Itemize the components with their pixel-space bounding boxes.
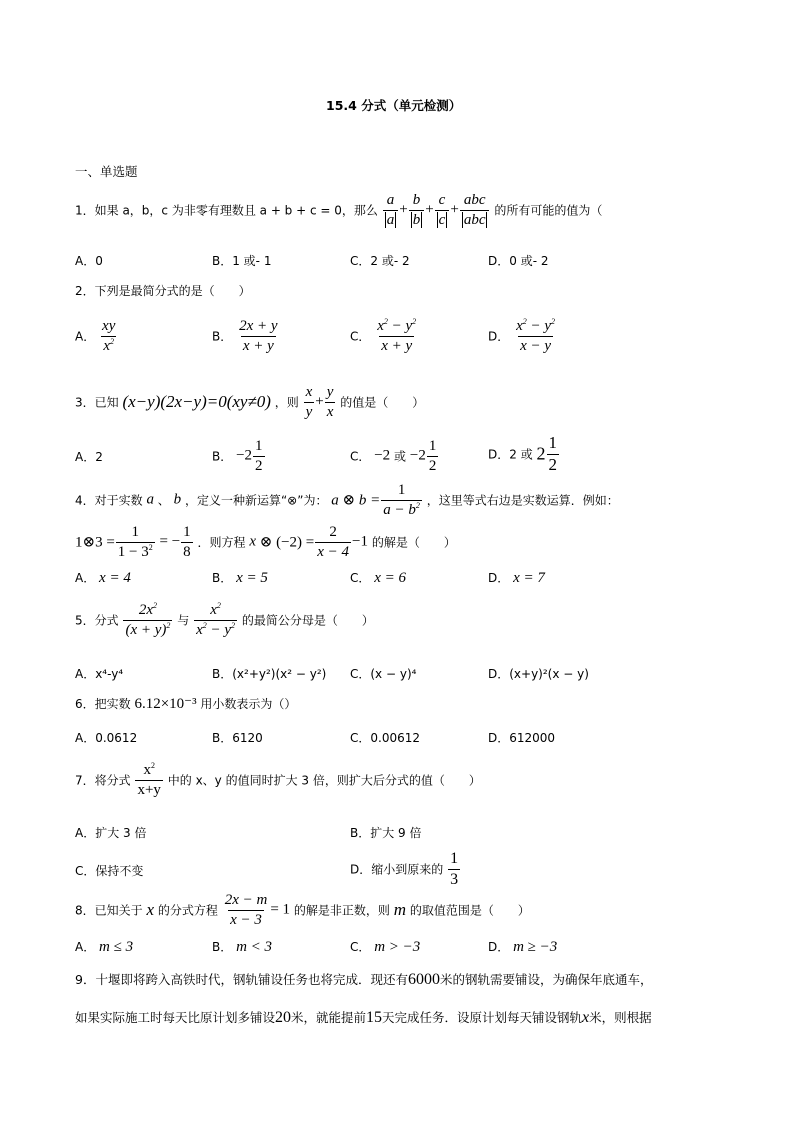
- q5-option-a[interactable]: A．x⁴-y⁴: [75, 667, 124, 681]
- q4-answer-c: x = 6: [374, 570, 406, 586]
- question-4: 4．对于实数 a 、 b ，定义一种新运算“⊗”为： a ⊗ b = $\frac{1}{a - b^2}$ ，这里等式右边是实数运算．例如：: [75, 482, 619, 518]
- q6-expression: 6.12×10⁻³: [134, 696, 197, 712]
- q7-stem-tail: 中的 x、y 的值同时扩大 3 倍，则扩大后分式的值（ ）: [167, 773, 481, 788]
- q9-number-15: 15: [366, 1009, 383, 1026]
- q6-option-a[interactable]: A．0.0612: [75, 731, 138, 745]
- q9-line1-tail: 米的钢轨需要铺设，为确保年底通车，: [439, 972, 653, 987]
- q9-line2-tail: 米，则根据: [589, 1010, 652, 1025]
- q8-answer-c: m > −3: [374, 939, 421, 955]
- q3-equation: (x−y)(2x−y)=0(xy≠0): [122, 392, 271, 411]
- q4-option-b[interactable]: [212, 569, 268, 587]
- q9-number-6000: 6000: [407, 971, 440, 988]
- q4-line2-tail: 的解是（ ）: [371, 535, 456, 550]
- question-4-line-2: 1⊗3 = $\frac{1}{1 - 3^2}$ = − $\frac{1}{8}$ ．则方程 x ⊗ (−2) = $\frac{2}{x - 4}$ −1 的解是（ ）: [75, 524, 456, 560]
- question-9-line-2: [75, 1008, 652, 1027]
- q5-option-b[interactable]: B．(x²+y²)(x² − y²): [212, 667, 327, 681]
- q3-option-c[interactable]: C． −2 或 −2 $\frac{1}{2}$: [350, 438, 437, 474]
- q1-option-c[interactable]: C．2 或- 2: [350, 254, 410, 268]
- q4-var-b: b: [173, 491, 182, 508]
- q3-option-a[interactable]: A．2: [75, 450, 103, 464]
- q4-label-b: B．: [212, 571, 233, 585]
- q8-answer-a: m ≤ 3: [99, 939, 134, 955]
- q8-answer-d: m ≥ −3: [513, 939, 558, 955]
- q6-stem-tail: 用小数表示为（）: [200, 697, 297, 711]
- q3-option-b[interactable]: B． −2 $\frac{1}{2}$: [212, 438, 263, 474]
- q6-option-b[interactable]: B．6120: [212, 731, 263, 745]
- question-3: 3．已知 (x−y)(2x−y)=0(xy≠0) ，则 $\frac{x}{y}$ + $\frac{y}{x}$ 的值是（ ）: [75, 384, 425, 420]
- q9-line1: 9．十堰即将跨入高铁时代，钢轨铺设任务也将完成．现还有: [75, 972, 408, 987]
- question-7: 7．将分式 $\frac{x^2}{x+y}$ 中的 x、y 的值同时扩大 3 倍，则扩大后分式的值（ ）: [75, 761, 481, 798]
- q2-label-b: B．: [212, 329, 233, 344]
- q2-label-c: C．: [350, 329, 371, 344]
- question-2: 2．下列是最简分式的是（ ）: [75, 284, 251, 298]
- q8-label-a: A．: [75, 940, 96, 954]
- q6-stem: 6．把实数: [75, 697, 131, 711]
- q4-label-a: A．: [75, 571, 96, 585]
- q8-option-d[interactable]: [488, 938, 557, 956]
- q4-line2-text: ．则方程: [197, 535, 246, 550]
- q3-label-c: C．: [350, 449, 371, 464]
- q4-label-c: C．: [350, 571, 371, 585]
- q2-option-a[interactable]: A． $\frac{xy}{x^2}$: [75, 318, 116, 354]
- q5-stem-mid: 与: [177, 613, 190, 628]
- q1-option-d[interactable]: D．0 或- 2: [488, 254, 549, 268]
- q8-option-b[interactable]: [212, 938, 272, 956]
- q9-number-20: 20: [275, 1009, 292, 1026]
- question-9: [75, 970, 652, 989]
- q4-stem: 4．对于实数: [75, 493, 143, 508]
- q1-frac-abc: $\frac{\text{abc}}{\text{abc}}$: [460, 192, 490, 228]
- question-6: [75, 694, 296, 713]
- q1-stem-tail: 的所有可能的值为（: [494, 203, 603, 218]
- q1-option-a[interactable]: A．0: [75, 254, 103, 268]
- q8-eq-rhs: = 1: [270, 901, 291, 918]
- q8-stem-mid: 的分式方程: [157, 903, 218, 918]
- q6-option-c[interactable]: C．0.00612: [350, 731, 421, 745]
- q3-stem-tail: 的值是（ ）: [340, 395, 425, 410]
- q4-answer-a: x = 4: [99, 570, 131, 586]
- q4-option-d[interactable]: [488, 569, 545, 587]
- q4-stem-example: ，这里等式右边是实数运算．例如：: [426, 493, 619, 508]
- question-1: 1．如果 a，b，c 为非零有理数且 a + b + c = 0，那么 $\frac{a}{a}$ + $\frac{b}{b}$ + $\frac{c}{c}$ + $\frac{\text{abc}}{\text{abc}}$ 的所有可能的值为（: [75, 192, 603, 228]
- q3-label-d: D．2 或: [488, 447, 533, 462]
- q7-option-c[interactable]: C．保持不变: [75, 864, 144, 878]
- q5-stem-tail: 的最简公分母是（ ）: [241, 613, 374, 628]
- question-8: 8．已知关于 x 的分式方程 $\frac{2x - m}{x - 3}$ = 1 的解是非正数，则 m 的取值范围是（ ）: [75, 892, 530, 928]
- q9-var-x: x: [582, 1009, 590, 1026]
- q1-frac-a: $\frac{a}{a}$: [383, 192, 399, 228]
- q3-label-b: B．: [212, 449, 233, 464]
- q8-answer-b: m < 3: [236, 939, 273, 955]
- q9-line2-mid2: 天完成任务．设原计划每天铺设钢轨: [382, 1010, 583, 1025]
- q7-label-d: D．缩小到原来的: [350, 862, 444, 877]
- q8-label-c: C．: [350, 940, 371, 954]
- q4-label-d: D．: [488, 571, 510, 585]
- q4-sep: 、: [157, 493, 170, 508]
- page-title: 15.4 分式（单元检测）: [326, 98, 462, 113]
- q8-option-c[interactable]: [350, 938, 420, 956]
- q7-option-d[interactable]: D．缩小到原来的 $\frac{1}{3}$: [350, 850, 459, 888]
- q7-option-a[interactable]: A．扩大 3 倍: [75, 826, 147, 840]
- q1-stem: 1．如果 a，b，c 为非零有理数且 a + b + c = 0，那么: [75, 203, 378, 218]
- q7-stem: 7．将分式: [75, 773, 131, 788]
- q2-option-b[interactable]: B． $\frac{2x + y}{x + y}$: [212, 318, 278, 354]
- section-heading: 一、单选题: [75, 164, 138, 179]
- q8-label-b: B．: [212, 940, 233, 954]
- q4-option-c[interactable]: [350, 569, 406, 587]
- q5-stem: 5．分式: [75, 613, 119, 628]
- q4-answer-b: x = 5: [236, 570, 268, 586]
- q3-stem: 3．已知: [75, 395, 119, 410]
- q8-stem-tail: 的取值范围是（ ）: [409, 903, 530, 918]
- q2-label-d: D．: [488, 329, 510, 344]
- q8-option-a[interactable]: [75, 938, 133, 956]
- q2-option-c[interactable]: C． $\frac{x^2 - y^2}{x + y}$: [350, 317, 417, 354]
- q4-answer-d: x = 7: [513, 570, 545, 586]
- question-5: 5．分式 $\frac{2x^2}{(x + y)^2}$ 与 $\frac{x^2}{x^2 - y^2}$ 的最简公分母是（ ）: [75, 601, 374, 638]
- q6-option-d[interactable]: D．612000: [488, 731, 556, 745]
- q8-stem-cond: 的解是非正数，则: [293, 903, 390, 918]
- q3-or: 或: [394, 449, 407, 464]
- q1-frac-c: $\frac{c}{c}$: [435, 192, 450, 228]
- q2-label-a: A．: [75, 329, 96, 344]
- q3-option-d[interactable]: D．2 或 2 $\frac{1}{2}$: [488, 433, 558, 474]
- q9-line2: 如果实际施工时每天比原计划多铺设: [75, 1010, 276, 1025]
- q1-frac-b: $\frac{b}{b}$: [409, 192, 425, 228]
- q4-option-a[interactable]: [75, 569, 131, 587]
- q4-var-a: a: [146, 491, 154, 508]
- q2-option-d[interactable]: D． $\frac{x^2 - y^2}{x - y}$: [488, 317, 556, 354]
- q8-label-d: D．: [488, 940, 510, 954]
- q9-line2-mid: 米，就能提前: [291, 1010, 367, 1025]
- q8-stem: 8．已知关于: [75, 903, 143, 918]
- q4-stem-def: ，定义一种新运算“⊗”为：: [184, 493, 328, 508]
- q3-stem-mid: ，则: [274, 395, 299, 410]
- q5-option-c[interactable]: C．(x − y)⁴: [350, 667, 417, 681]
- q7-option-b[interactable]: B．扩大 9 倍: [350, 826, 422, 840]
- q5-option-d[interactable]: D．(x+y)²(x − y): [488, 667, 589, 681]
- q8-var-m: m: [393, 900, 406, 919]
- q8-var-x: x: [146, 900, 155, 919]
- q1-option-b[interactable]: B．1 或- 1: [212, 254, 272, 268]
